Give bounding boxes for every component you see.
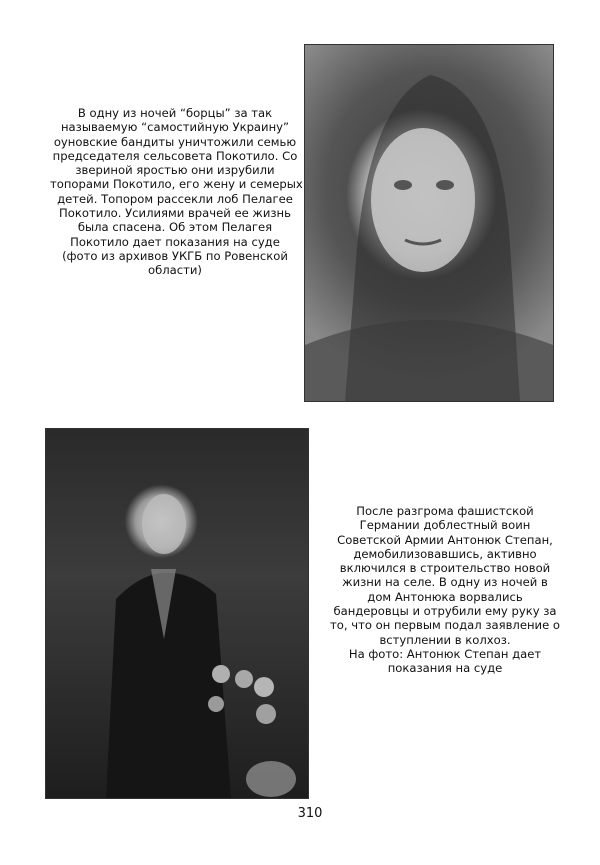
caption-line: Германии доблестный воин	[359, 518, 531, 533]
caption-line: Покотило дает показания на суде	[70, 234, 280, 249]
caption-line: председателя сельсовета Покотило. Со	[52, 148, 298, 163]
caption-line: Советской Армии Антонюк Степан,	[337, 532, 553, 547]
caption-line: области)	[148, 263, 202, 278]
caption-line: На фото: Антонюк Степан дает	[348, 646, 542, 661]
caption-pokotilo	[50, 106, 303, 278]
caption-line: включился в строительство новой	[339, 561, 551, 576]
caption-antonyuk	[310, 504, 580, 676]
caption-line: Покотило. Усилиями врачей ее жизнь	[59, 206, 291, 221]
caption-line: оуновские бандиты уничтожили семью	[53, 134, 297, 149]
caption-line: (фото из архивов УКГБ по Ровенской	[62, 248, 288, 263]
photo-stepan-antonyuk	[45, 428, 309, 799]
photo-pelageya-pokotilo	[304, 44, 554, 402]
portrait-man-at-microphones	[46, 429, 308, 798]
caption-line: показания на суде	[387, 661, 503, 676]
caption-line: После разгрома фашистской	[356, 504, 534, 518]
caption-line: вступлении в колхоз.	[379, 632, 511, 647]
caption-line: называемую “самостийную Украину”	[60, 120, 290, 135]
caption-line: бандеровцы и отрубили ему руку за	[333, 604, 557, 619]
caption-line: то, что он первым подал заявление о	[330, 618, 560, 633]
portrait-woman-headscarf	[305, 45, 553, 401]
caption-line: В одну из ночей “борцы” за так	[77, 106, 273, 120]
caption-line: дом Антонюка ворвались	[367, 589, 523, 604]
page-number: 310	[297, 806, 323, 821]
caption-line: топорами Покотило, его жену и семерых	[50, 177, 303, 192]
caption-line: звериной яростью они изрубили	[75, 163, 275, 178]
caption-line: была спасена. Об этом Пелагея	[77, 220, 273, 235]
caption-line: детей. Топором рассекли лоб Пелагее	[57, 191, 293, 206]
caption-line: жизни на селе. В одну из ночей в	[342, 575, 548, 590]
caption-line: демобилизовавшись, активно	[353, 546, 537, 561]
